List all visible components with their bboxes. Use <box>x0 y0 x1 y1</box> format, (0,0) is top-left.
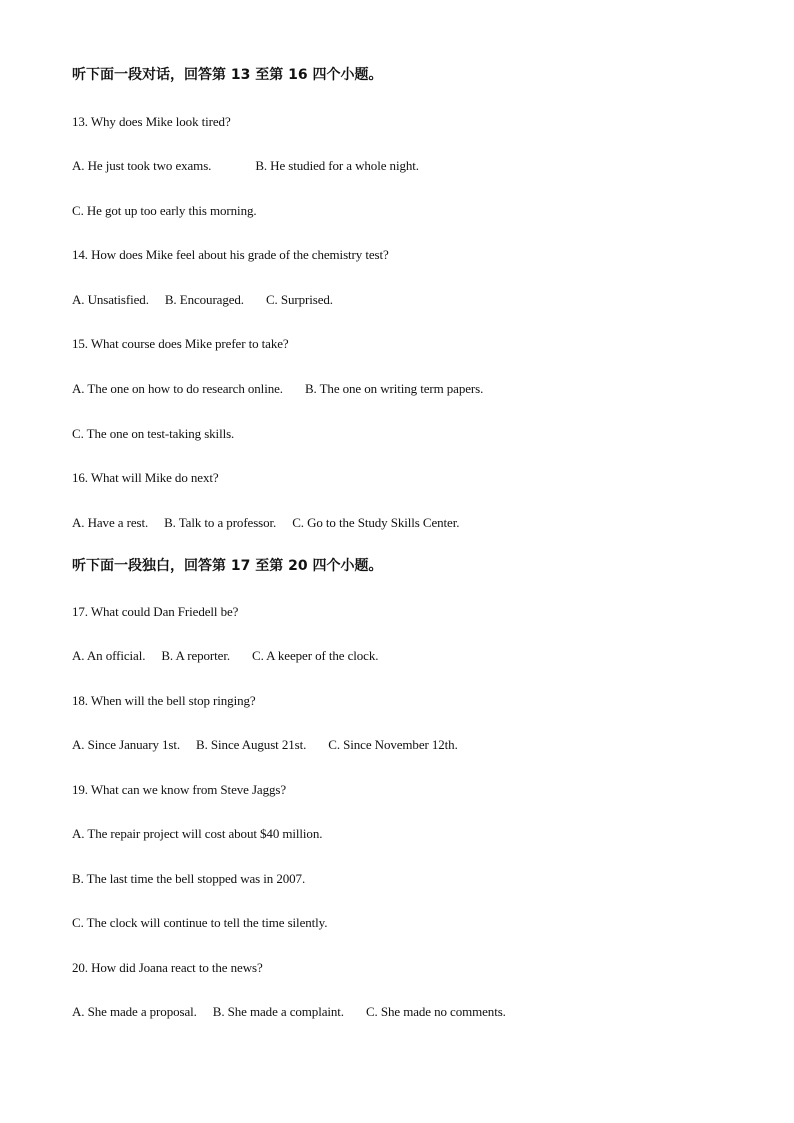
question-20-options-row <box>72 1003 506 1021</box>
question-18-options-row <box>72 736 458 754</box>
question-13-option-a: A. He just took two exams. <box>72 158 212 173</box>
question-15-option-b: B. The one on writing term papers. <box>304 381 484 396</box>
question-13-option-b: B. He studied for a whole night. <box>255 158 419 173</box>
section-heading-2: 听下面一段独白，回答第 17 至第 20 四个小题。 <box>72 558 383 574</box>
question-14-option-b: B. Encouraged. <box>164 292 244 307</box>
question-16-option-c: C. Go to the Study Skills Center. <box>292 515 460 530</box>
question-19-option-c: C. The clock will continue to tell the time silently. <box>72 915 328 930</box>
question-16-option-a: A. Have a rest. <box>72 515 149 530</box>
question-19-option-b: B. The last time the bell stopped was in 2007. <box>72 871 306 886</box>
question-15-option-a: A. The one on how to do research online. <box>72 381 283 396</box>
question-20-option-a: A. She made a proposal. <box>72 1004 197 1019</box>
question-18-stem: 18. When will the bell stop ringing? <box>72 693 256 708</box>
question-19-option-a: A. The repair project will cost about $40 million. <box>72 826 323 841</box>
question-17-stem: 17. What could Dan Friedell be? <box>72 604 239 619</box>
question-17-option-a: A. An official. <box>72 648 146 663</box>
question-18-option-b: B. Since August 21st. <box>196 737 307 752</box>
question-16-stem: 16. What will Mike do next? <box>72 470 219 485</box>
question-17-options-row <box>72 647 378 665</box>
question-16-options-row <box>72 514 459 532</box>
question-18-option-a: A. Since January 1st. <box>72 737 181 752</box>
question-14-stem: 14. How does Mike feel about his grade of the chemistry test? <box>72 247 389 262</box>
question-19-stem: 19. What can we know from Steve Jaggs? <box>72 782 287 797</box>
section-heading-1: 听下面一段对话，回答第 13 至第 16 四个小题。 <box>72 67 383 83</box>
question-17-option-c: C. A keeper of the clock. <box>252 648 379 663</box>
question-14-option-a: A. Unsatisfied. <box>72 292 149 307</box>
question-20-stem: 20. How did Joana react to the news? <box>72 960 263 975</box>
question-14-options-row <box>72 291 333 309</box>
question-15-option-c: C. The one on test-taking skills. <box>72 426 235 441</box>
question-13-options-row <box>72 157 419 175</box>
question-13-stem: 13. Why does Mike look tired? <box>72 114 231 129</box>
question-18-option-c: C. Since November 12th. <box>328 737 458 752</box>
question-14-option-c: C. Surprised. <box>265 292 333 307</box>
question-20-option-c: C. She made no comments. <box>365 1004 506 1019</box>
question-13-option-c: C. He got up too early this morning. <box>72 203 257 218</box>
question-15-options-row <box>72 380 483 398</box>
question-16-option-b: B. Talk to a professor. <box>164 515 277 530</box>
question-17-option-b: B. A reporter. <box>161 648 231 663</box>
question-15-stem: 15. What course does Mike prefer to take? <box>72 336 289 351</box>
question-20-option-b: B. She made a complaint. <box>212 1004 344 1019</box>
